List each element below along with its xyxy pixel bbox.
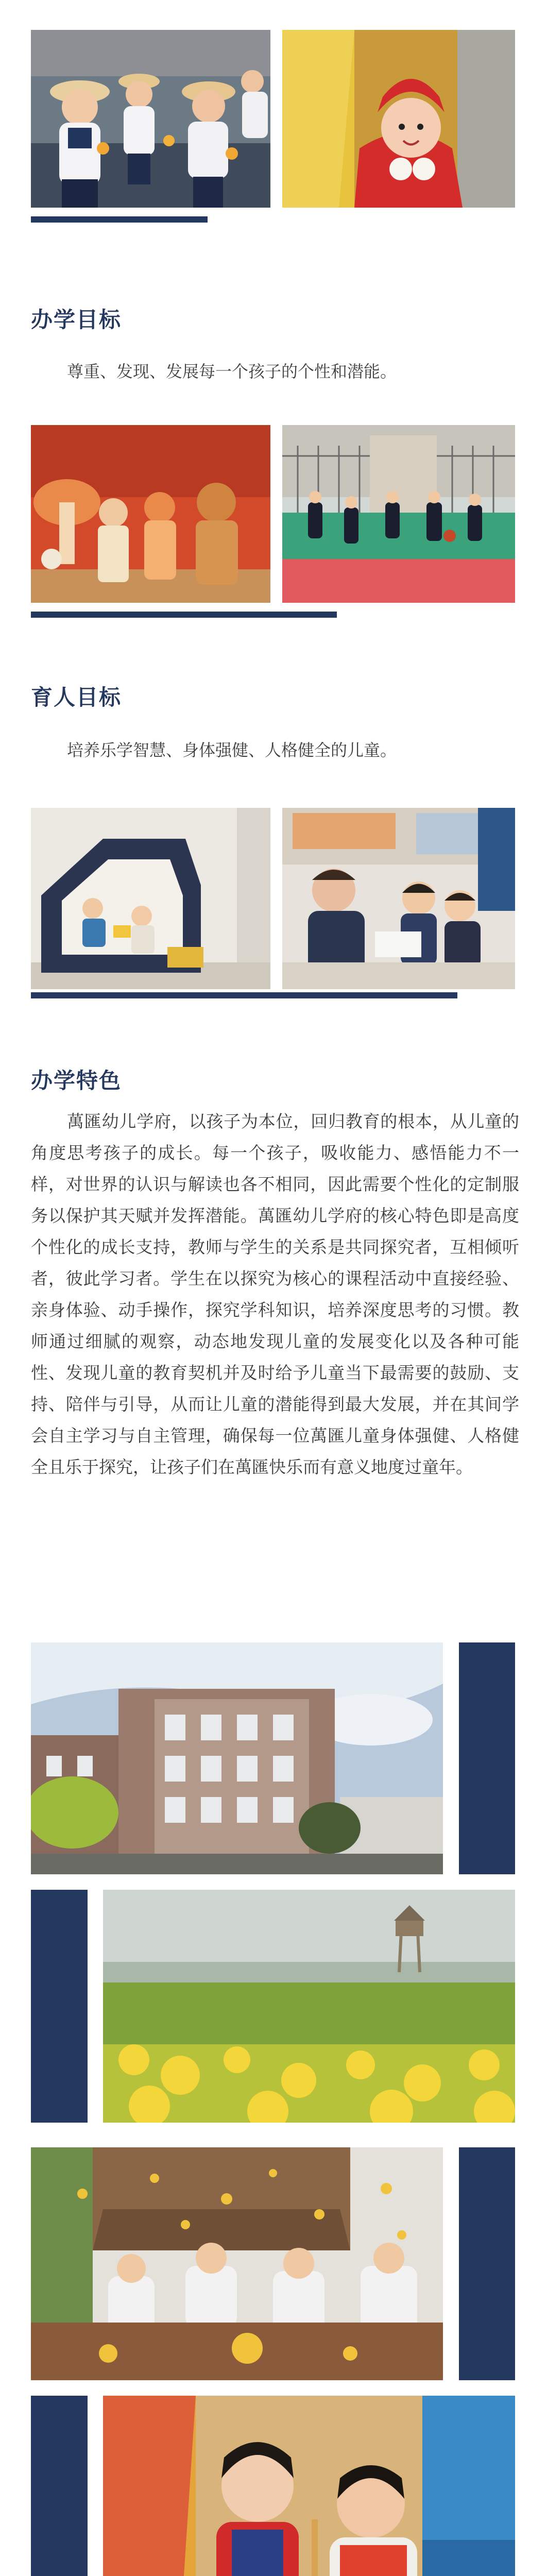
accent-bar (31, 612, 337, 618)
photo-girl-red-costume (282, 30, 515, 208)
photo-children-sailor-hats (31, 30, 270, 208)
photo-rapeseed-field (103, 1890, 515, 2123)
section-title-features: 办学特色 (31, 1068, 122, 1093)
accent-bar (31, 992, 457, 998)
photo-school-building (31, 1642, 443, 1874)
accent-block (31, 1890, 88, 2123)
section-title-education: 育人目标 (31, 685, 122, 710)
section-text-education: 培养乐学智慧、身体强健、人格健全的儿童。 (67, 740, 397, 760)
section-paragraph-features: 萬匯幼儿学府，以孩子为本位，回归教育的根本，从儿童的角度思考孩子的成长。每一个孩子，吸收能力、感悟能力不一样，对世界的认识与解读也各不相同，因此需要个性化的定制服务以保护其天赋并发挥潜能。萬匯幼儿学府的核心特色即是高度个性化的成长支持，教师与学生的关系是共同探究者，互相倾听者，彼此学习者。学生在以探究为核心的课程活动中直接经验、亲身体验、动手操作，探究学科知识，培养深度思考的习惯。教师通过细腻的观察，动态地发现儿童的发展变化以及各种可能性、发现儿童的教育契机并及时给予儿童当下最需要的鼓励、支持、陪伴与引导，从而让儿童的潜能得到最大发展，并在其间学会自主学习与自主管理，确保每一位萬匯儿童身体强健、人格健全且乐于探究，让孩子们在萬匯快乐而有意义地度过童年。 (31, 1111, 519, 1477)
accent-block (459, 2147, 515, 2380)
photo-kids-throwing-leaves (31, 2147, 443, 2380)
photo-stage-play (31, 425, 270, 603)
accent-block (31, 2396, 88, 2576)
photo-two-kids-new-year (103, 2396, 515, 2576)
photo-teacher-kids (282, 808, 515, 989)
photo-reading-nook (31, 808, 270, 989)
accent-block (459, 1642, 515, 1874)
accent-bar (31, 216, 208, 223)
photo-basketball (282, 425, 515, 603)
section-text-goals: 尊重、发现、发展每一个孩子的个性和潜能。 (67, 362, 397, 381)
section-title-goals: 办学目标 (31, 307, 122, 332)
